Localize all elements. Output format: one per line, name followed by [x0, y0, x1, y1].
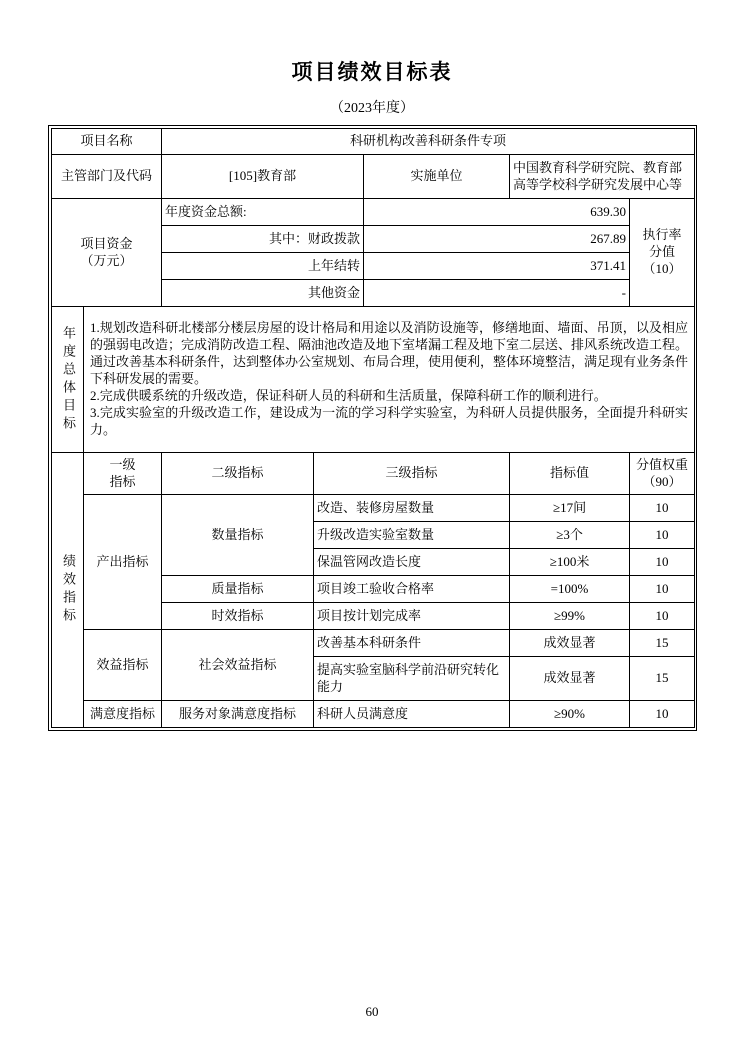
level3-improve-conditions: 改善基本科研条件: [314, 630, 510, 657]
funding-total-label: 年度资金总额:: [162, 199, 364, 226]
header-level2: 二级指标: [162, 453, 314, 495]
annual-goal-row: [52, 307, 695, 453]
level3-researcher-satisfaction: 科研人员满意度: [314, 701, 510, 728]
funding-other-label: 其他资金: [162, 280, 364, 307]
department-label: 主管部门及代码: [52, 155, 162, 199]
funding-other-value: -: [364, 280, 630, 307]
annual-goal-paragraph-1: 1.规划改造科研北楼部分楼层房屋的设计格局和用途以及消防设施等，修缮地面、墙面、吊顶，以及相应的强弱电改造；完成消防改造工程、隔油池改造及地下室堵漏工程及地下室二层送、排风系统改造工程。通过改善基本科研条件，达到整体办公室规划、布局合理，使用便利，整体环境整洁，满足现有业务条件下科研发展的需要。: [90, 320, 689, 387]
funding-label-line1: 项目资金: [80, 235, 133, 251]
weight-upgraded-labs: 10: [630, 522, 695, 549]
funding-label: [52, 199, 162, 307]
execution-rate-line2: 分值: [649, 244, 676, 260]
project-name-label: 项目名称: [52, 129, 162, 155]
level3-renovated-rooms: 改造、装修房屋数量: [314, 495, 510, 522]
header-level1-line1: 一级: [109, 456, 136, 472]
level2-quantity: 数量指标: [162, 495, 314, 576]
annual-goal-label: 年度总体目标: [60, 325, 76, 434]
header-level3: 三级指标: [314, 453, 510, 495]
level3-upgraded-labs: 升级改造实验室数量: [314, 522, 510, 549]
project-name-value: 科研机构改善科研条件专项: [162, 129, 695, 155]
header-weight-line2: （90）: [642, 473, 682, 489]
page-title: 项目绩效目标表: [291, 61, 453, 84]
weight-brain-research: 15: [630, 657, 695, 701]
value-researcher-satisfaction: ≥90%: [510, 701, 630, 728]
header-value: 指标值: [510, 453, 630, 495]
execution-rate-score: [630, 199, 695, 307]
page-subtitle: （2023年度）: [330, 101, 414, 116]
execution-rate-line3: （10）: [642, 260, 682, 276]
level2-quality: 质量指标: [162, 576, 314, 603]
value-brain-research: 成效显著: [510, 657, 630, 701]
indicator-row-6: [52, 630, 695, 657]
funding-carryover-value: 371.41: [364, 253, 630, 280]
implementing-unit-value: 中国教育科学研究院、教育部高等学校科学研究发展中心等: [510, 155, 695, 199]
performance-target-table-border: [48, 125, 697, 731]
level2-timeliness: 时效指标: [162, 603, 314, 630]
value-improve-conditions: 成效显著: [510, 630, 630, 657]
indicator-row-8: [52, 701, 695, 728]
header-level1-line2: 指标: [109, 473, 136, 489]
funding-row-total: [52, 199, 695, 226]
indicators-label: 绩效指标: [60, 554, 76, 626]
value-acceptance-rate: =100%: [510, 576, 630, 603]
header-weight: [630, 453, 695, 495]
header-level1: [84, 453, 162, 495]
funding-fiscal-label: 其中：财政拨款: [162, 226, 364, 253]
level1-satisfaction: 满意度指标: [84, 701, 162, 728]
indicator-row-1: [52, 495, 695, 522]
page-number: 60: [365, 1004, 379, 1019]
indicators-label-cell: [52, 453, 84, 728]
weight-acceptance-rate: 10: [630, 576, 695, 603]
value-upgraded-labs: ≥3个: [510, 522, 630, 549]
funding-fiscal-value: 267.89: [364, 226, 630, 253]
value-renovated-rooms: ≥17间: [510, 495, 630, 522]
level3-pipe-length: 保温管网改造长度: [314, 549, 510, 576]
level3-completion-rate: 项目按计划完成率: [314, 603, 510, 630]
weight-completion-rate: 10: [630, 603, 695, 630]
funding-carryover-label: 上年结转: [162, 253, 364, 280]
department-row: [52, 155, 695, 199]
annual-goal-text: [84, 307, 695, 453]
funding-total-value: 639.30: [364, 199, 630, 226]
implementing-unit-label: 实施单位: [364, 155, 510, 199]
execution-rate-line1: 执行率: [642, 227, 682, 243]
indicator-header-row: [52, 453, 695, 495]
weight-researcher-satisfaction: 10: [630, 701, 695, 728]
project-name-row: [52, 129, 695, 155]
level2-social-benefit: 社会效益指标: [162, 630, 314, 701]
value-pipe-length: ≥100米: [510, 549, 630, 576]
weight-renovated-rooms: 10: [630, 495, 695, 522]
level2-service-satisfaction: 服务对象满意度指标: [162, 701, 314, 728]
funding-label-line2: （万元）: [80, 252, 133, 268]
department-value: [105]教育部: [162, 155, 364, 199]
level3-brain-research: 提高实验室脑科学前沿研究转化能力: [314, 657, 510, 701]
performance-target-table: [51, 128, 695, 728]
annual-goal-label-cell: [52, 307, 84, 453]
annual-goal-paragraph-3: 3.完成实验室的升级改造工作，建设成为一流的学习科学实验室，为科研人员提供服务，全面提升科研实力。: [90, 404, 689, 437]
header-weight-line1: 分值权重: [636, 456, 689, 472]
level1-benefit: 效益指标: [84, 630, 162, 701]
level3-acceptance-rate: 项目竣工验收合格率: [314, 576, 510, 603]
value-completion-rate: ≥99%: [510, 603, 630, 630]
annual-goal-paragraph-2: 2.完成供暖系统的升级改造，保证科研人员的科研和生活质量，保障科研工作的顺利进行。: [90, 387, 607, 403]
weight-improve-conditions: 15: [630, 630, 695, 657]
weight-pipe-length: 10: [630, 549, 695, 576]
level1-output: 产出指标: [84, 495, 162, 630]
